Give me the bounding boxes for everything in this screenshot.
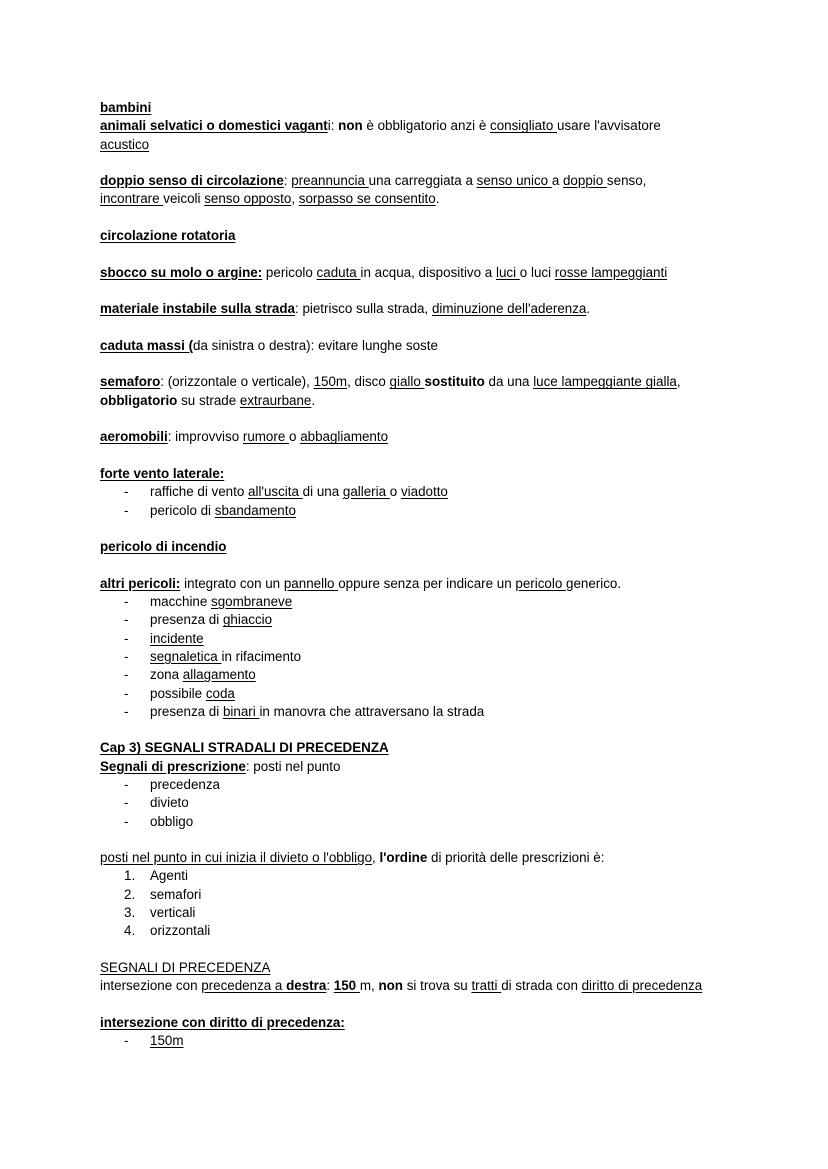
list-item: - presenza di binari in manovra che attraversano la strada: [100, 703, 750, 721]
paragraph-prescrizione: Segnali di prescrizione: posti nel punto: [100, 758, 341, 774]
list-item: - incidente: [100, 630, 750, 648]
paragraph-caduta-massi: caduta massi (da sinistra o destra): evitare lunghe soste: [100, 337, 438, 353]
heading-segnali-precedenza: SEGNALI DI PRECEDENZA: [100, 959, 271, 975]
heading-diritto-precedenza: intersezione con diritto di precedenza:: [100, 1014, 345, 1030]
list-item: 1. Agenti: [124, 868, 188, 884]
list-item: - pericolo di sbandamento: [100, 502, 750, 520]
paragraph-doppio-senso: doppio senso di circolazione: preannuncia una carreggiata a senso unico a doppio senso, incontrare veicoli senso opposto, sorpasso se consentito.: [100, 173, 647, 207]
list-item: - precedenza: [100, 776, 750, 794]
list-item: 4. orizzontali: [124, 923, 211, 939]
list-item: - macchine sgombraneve: [100, 593, 750, 611]
chapter-heading: Cap 3) SEGNALI STRADALI DI PRECEDENZA: [100, 740, 389, 756]
heading-rotatoria: circolazione rotatoria: [100, 228, 236, 244]
document-page: [100, 99, 750, 1050]
paragraph-altri-pericoli: altri pericoli: integrato con un pannello oppure senza per indicare un pericolo generico.: [100, 575, 622, 591]
list-ordine: [100, 867, 750, 940]
list-item: - 150m: [100, 1032, 750, 1050]
heading-bambini: bambini: [100, 100, 152, 115]
list-item: - segnaletica in rifacimento: [100, 648, 750, 666]
paragraph-semaforo: semaforo: (orizzontale o verticale), 150m, disco giallo sostituito da una luce lampeggiante gialla, obbligatorio su strade extraurbane.: [100, 374, 681, 408]
list-item: - raffiche di vento all'uscita di una galleria o viadotto: [100, 483, 750, 501]
list-item: - divieto: [100, 794, 750, 812]
heading-vento: forte vento laterale:: [100, 465, 225, 481]
list-item: - presenza di ghiaccio: [100, 611, 750, 629]
list-item: - possibile coda: [100, 685, 750, 703]
list-diritto: [100, 1032, 750, 1050]
list-prescrizione: [100, 776, 750, 831]
heading-incendio: pericolo di incendio: [100, 539, 227, 555]
paragraph-animali: animali selvatici o domestici vaganti: non è obbligatorio anzi è consigliato usare l'avvisatore acustico: [100, 118, 661, 152]
paragraph-precedenza-destra: intersezione con precedenza a destra: 150 m, non si trova su tratti di strada con diritto di precedenza: [100, 978, 703, 994]
paragraph-materiale: materiale instabile sulla strada: pietrisco sulla strada, diminuzione dell'aderenza.: [100, 301, 591, 317]
list-item: - zona allagamento: [100, 666, 750, 684]
paragraph-sbocco: sbocco su molo o argine: pericolo caduta in acqua, dispositivo a luci o luci rosse lampeggianti: [100, 264, 668, 280]
list-item: - obbligo: [100, 813, 750, 831]
list-item: 2. semafori: [124, 886, 202, 902]
paragraph-ordine: posti nel punto in cui inizia il divieto o l'obbligo, l'ordine di priorità delle prescrizioni è:: [100, 850, 605, 866]
list-altri-pericoli: [100, 593, 750, 721]
list-vento: [100, 483, 750, 520]
list-item: 3. verticali: [124, 905, 196, 921]
paragraph-aeromobili: aeromobili: improvviso rumore o abbagliamento: [100, 429, 389, 445]
